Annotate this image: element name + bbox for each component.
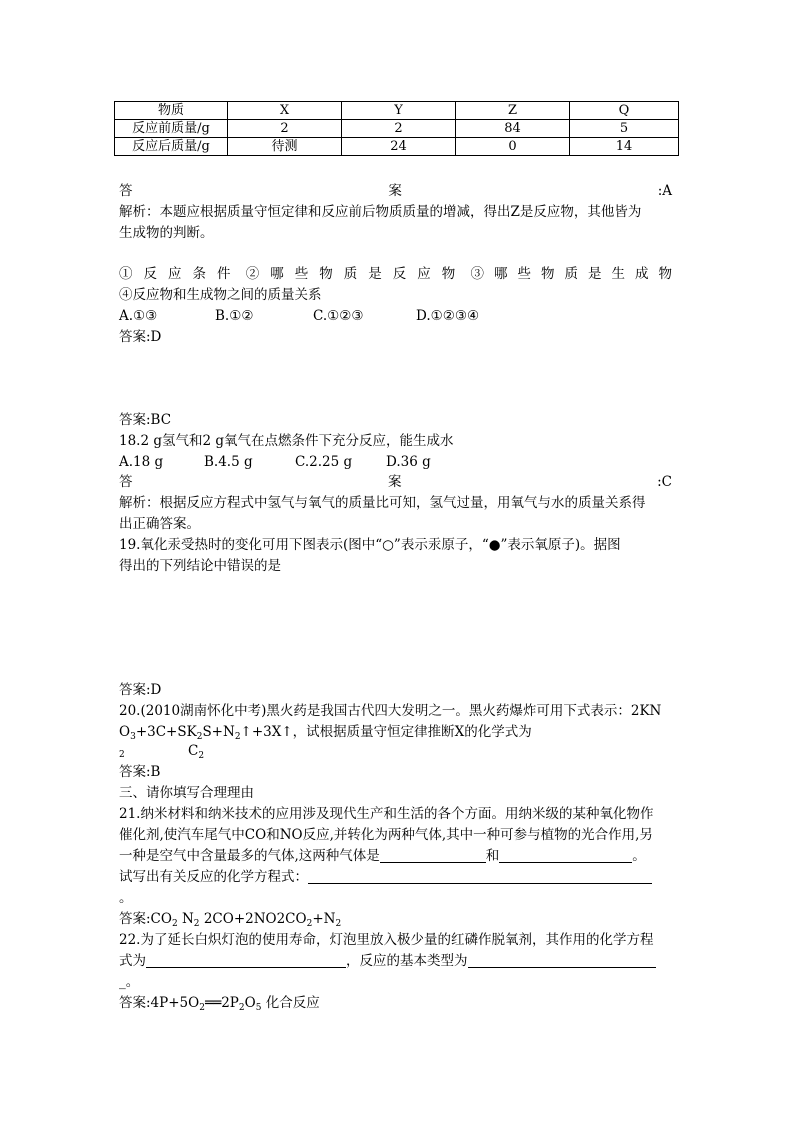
answer-value: :C	[657, 474, 672, 490]
q3-answer: 答案:BC	[119, 412, 172, 428]
q2-option-d: D.①②③④	[416, 308, 480, 324]
blank-line[interactable]	[468, 953, 656, 968]
q18-analysis: 解析：根据反应方程式中氢气与氧气的质量比可知，氢气过量，用氧气与水的质量关系得	[119, 495, 646, 511]
q2-item: ①反应条件	[119, 266, 242, 282]
q18-answer-line	[119, 472, 672, 492]
answer-label: 案	[388, 474, 402, 490]
q20-fragment: $C_2$	[188, 743, 205, 761]
table-cell: Y	[342, 102, 456, 120]
table-cell: 5	[570, 120, 679, 138]
table-cell: 反应前质量/g	[115, 120, 228, 138]
q18-option-b: B.4.5 g	[204, 454, 253, 470]
table-cell: 2	[228, 120, 342, 138]
mass-table	[114, 101, 679, 156]
q18-option-c: C.2.25 g	[295, 454, 353, 470]
blank-line[interactable]	[146, 953, 346, 968]
answer-label: 案	[388, 183, 402, 199]
table-cell: Q	[570, 102, 679, 120]
q21-answer: 答案$:CO_2$ $N_2$ $2CO+2NO2CO_2+N_2$	[119, 911, 342, 929]
q1-analysis: 生成物的判断。	[119, 225, 214, 241]
q19-answer: 答案:D	[119, 682, 162, 698]
q2-option-b: B.①②	[215, 308, 254, 324]
answer-label: 答	[119, 474, 133, 490]
q21-text: 一种是空气中含量最多的气体,这两种气体是 和 。	[119, 848, 646, 864]
q18-option-d: D.36 g	[386, 454, 431, 470]
q2-items-line	[119, 264, 682, 284]
q2-option-c: C.①②③	[313, 308, 364, 324]
q2-answer: 答案:D	[119, 329, 162, 345]
q1-answer-line	[119, 181, 672, 201]
q20-fragment: 2	[119, 750, 125, 760]
answer-label: 答	[119, 183, 133, 199]
blank-line[interactable]	[499, 848, 632, 863]
table-header-row	[115, 102, 679, 120]
table-row	[115, 138, 679, 156]
q20-stem: 20.(2010湖南怀化中考)黑火药是我国古代四大发明之一。黑火药爆炸可用下式表示：2KN	[119, 703, 662, 719]
table-row	[115, 120, 679, 138]
q21-text: 试写出有关反应的化学方程式：	[119, 867, 652, 887]
answer-value: :A	[657, 183, 672, 199]
q21-text: 催化剂,使汽车尾气中CO和NO反应,并转化为两种气体,其中一种可参与植物的光合作用,另	[119, 827, 653, 843]
q2-item: ④反应物和生成物之间的质量关系	[119, 287, 322, 303]
table-cell: Z	[456, 102, 570, 120]
section-title: 三、请你填写合理理由	[119, 785, 254, 801]
q22-answer: 答案$:4P+5O_2══2P_2O_5$ 化合反应	[119, 995, 320, 1013]
table-cell: 2	[342, 120, 456, 138]
table-cell: 0	[456, 138, 570, 156]
q19-stem: 得出的下列结论中错误的是	[119, 558, 281, 574]
table-cell: 物质	[115, 102, 228, 120]
q18-option-a: A.18 g	[119, 454, 164, 470]
q20-answer: 答案:B	[119, 764, 161, 780]
table-cell: 待测	[228, 138, 342, 156]
q19-stem: 19.氧化汞受热时的变化可用下图表示(图中“○”表示汞原子，“●”表示氧原子)。据图	[119, 537, 621, 553]
q21-text: 21.纳米材料和纳米技术的应用涉及现代生产和生活的各个方面。用纳米级的某种氧化物作	[119, 806, 654, 822]
table-cell: 84	[456, 120, 570, 138]
q2-option-a: A.①③	[119, 308, 158, 324]
blank-line[interactable]	[380, 848, 486, 863]
q18-analysis: 出正确答案。	[119, 516, 200, 532]
table-cell: X	[228, 102, 342, 120]
q22-text: 22.为了延长白炽灯泡的使用寿命，灯泡里放入极少量的红磷作脱氧剂，其作用的化学方程	[119, 932, 654, 948]
q2-item: ②哪些物质是反应物	[245, 266, 467, 282]
q22-text: 式为 ，反应的基本类型为	[119, 951, 656, 971]
table-cell: 14	[570, 138, 679, 156]
blank-line[interactable]	[308, 869, 652, 884]
q2-item: ③哪些物质是生成物	[470, 266, 682, 282]
q20-stem: $O_3+3C+SK_2S+N_2↑+3X↑$，试根据质量守恒定律推断X的化学式为	[119, 724, 532, 742]
q18-stem: 18.2 g氢气和2 g氧气在点燃条件下充分反应，能生成水	[119, 433, 454, 449]
q22-text: _。	[119, 974, 140, 990]
table-cell: 24	[342, 138, 456, 156]
table-cell: 反应后质量/g	[115, 138, 228, 156]
q1-analysis: 解析：本题应根据质量守恒定律和反应前后物质质量的增减，得出Z是反应物，其他皆为	[119, 204, 642, 220]
q21-text: 。	[119, 890, 133, 906]
